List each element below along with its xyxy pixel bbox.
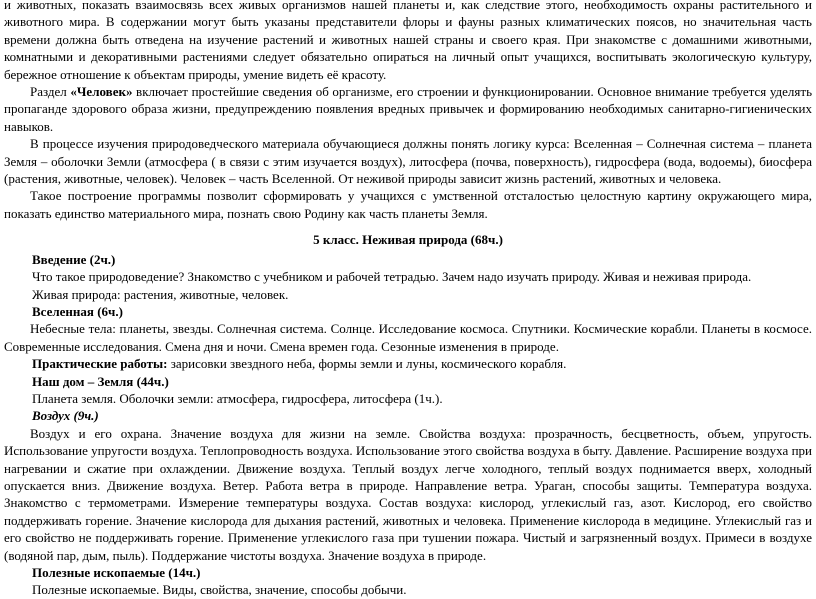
practical-works-text: зарисовки звездного неба, формы земли и луны, космического корабля. (167, 356, 567, 372)
topic-air-text: Воздух и его охрана. Значение воздуха для жизни на земле. Свойства воздуха: прозрачность, бесцветность, объем, упругость. Использование упругости воздуха. Теплопроводность воздуха. Использование этого свойства воздуха в быту. Давление. Расширение воздуха при нагревании и сжатие при охлаждении. Движение воздуха. Теплый воздух легче холодного, теплый воздух поднимается вверх, холодный опускается вниз. Движение воздуха. Ветер. Работа ветра в природе. Направление ветра. Ураган, способы защиты. Температура воздуха. Знакомство с термометрами. Измерение температуры воздуха. Состав воздуха: кислород, углекислый газ, азот. Кислород, его свойство поддерживать горение. Значение кислорода для дыхания растений, животных и человека. Применение кислорода в медицине. Углекислый газ и его свойство не поддерживать горение. Применение углекислого газа при тушении пожара. Чистый и загрязненный воздух. Примеси в воздухе (водяной пар, дым, пыль). Поддержание чистоты воздуха. Значение воздуха в природе. (4, 425, 812, 563)
topic-home-title: Наш дом – Земля (44ч.) (32, 373, 169, 389)
topic-universe-text: Небесные тела: планеты, звезды. Солнечная система. Солнце. Исследование космоса. Спутники. Космические корабли. Планеты в космосе. Современные исследования. Смена дня и ночи. Смена времен года. Сезонные изменения в природе. (4, 321, 812, 354)
paragraph-course-logic: В процессе изучения природоведческого материала обучающиеся должны понять логику курса: Вселенная – Солнечная система – планета Земля – оболочки Земли (атмосфера ( в связи с этим изучается воздух), литосфера (почва, поверхность), гидросфера (вода, водоемы), биосфера (растения, животные, человек). Человек – часть Вселенной. От неживой природы зависит жизнь растений, животных и человека. (4, 136, 812, 187)
topic-home-text: Планета земля. Оболочки земли: атмосфера, гидросфера, литосфера (1ч.). (32, 390, 443, 406)
paragraph-body: включает простейшие сведения об организме, его строении и функционировании. Основное внимание требуется уделять пропаганде здорового образа жизни, предупреждению появления вредных привычек и формированию необходимых санитарно-гигиенических навыков. (4, 84, 812, 134)
practical-works-label: Практические работы: (32, 356, 168, 372)
topic-minerals-title: Полезные ископаемые (14ч.) (32, 565, 201, 580)
topic-air-title: Воздух (9ч.) (32, 408, 99, 424)
topic-intro-text: Что такое природоведение? Знакомство с учебником и рабочей тетрадью. Зачем надо изучать природу. Живая и неживая природа. (32, 269, 752, 285)
paragraph-lead: Раздел (30, 84, 71, 100)
topic-minerals-text: Полезные ископаемые. Виды, свойства, значение, способы добычи. (32, 582, 407, 598)
paragraph-intro-continued: и животных, показать взаимосвязь всех живых организмов нашей планеты и, как следствие этого, необходимость охраны растительного и животного мира. В содержании могут быть указаны представители флоры и фауны разных климатических поясов, но значительная часть времени должна быть отведена на изучение растений и животных нашей страны и своего края. При знакомстве с домашними животными, комнатными и декоративными растениями следует обязательно опираться на личный опыт учащихся, воспитывать экологическую культуру, бережное отношение к объектам природы, умение видеть её красоту. (4, 0, 812, 82)
topic-universe-title: Вселенная (6ч.) (32, 303, 123, 319)
topic-intro-text-2: Живая природа: растения, животные, человек. (32, 286, 289, 302)
section-name-human: «Человек» (70, 84, 133, 100)
practical-works (4, 355, 812, 372)
topic-intro-title: Введение (2ч.) (32, 251, 116, 267)
paragraph-section-human (4, 83, 812, 135)
paragraph-program-structure: Такое построение программы позволит сформировать у учащихся с умственной отсталостью целостную картину окружающего мира, показать единство материального мира, познать свою Родину как часть планеты Земля. (4, 188, 812, 221)
course-heading: 5 класс. Неживая природа (68ч.) (313, 232, 503, 248)
document-page (4, 0, 812, 599)
